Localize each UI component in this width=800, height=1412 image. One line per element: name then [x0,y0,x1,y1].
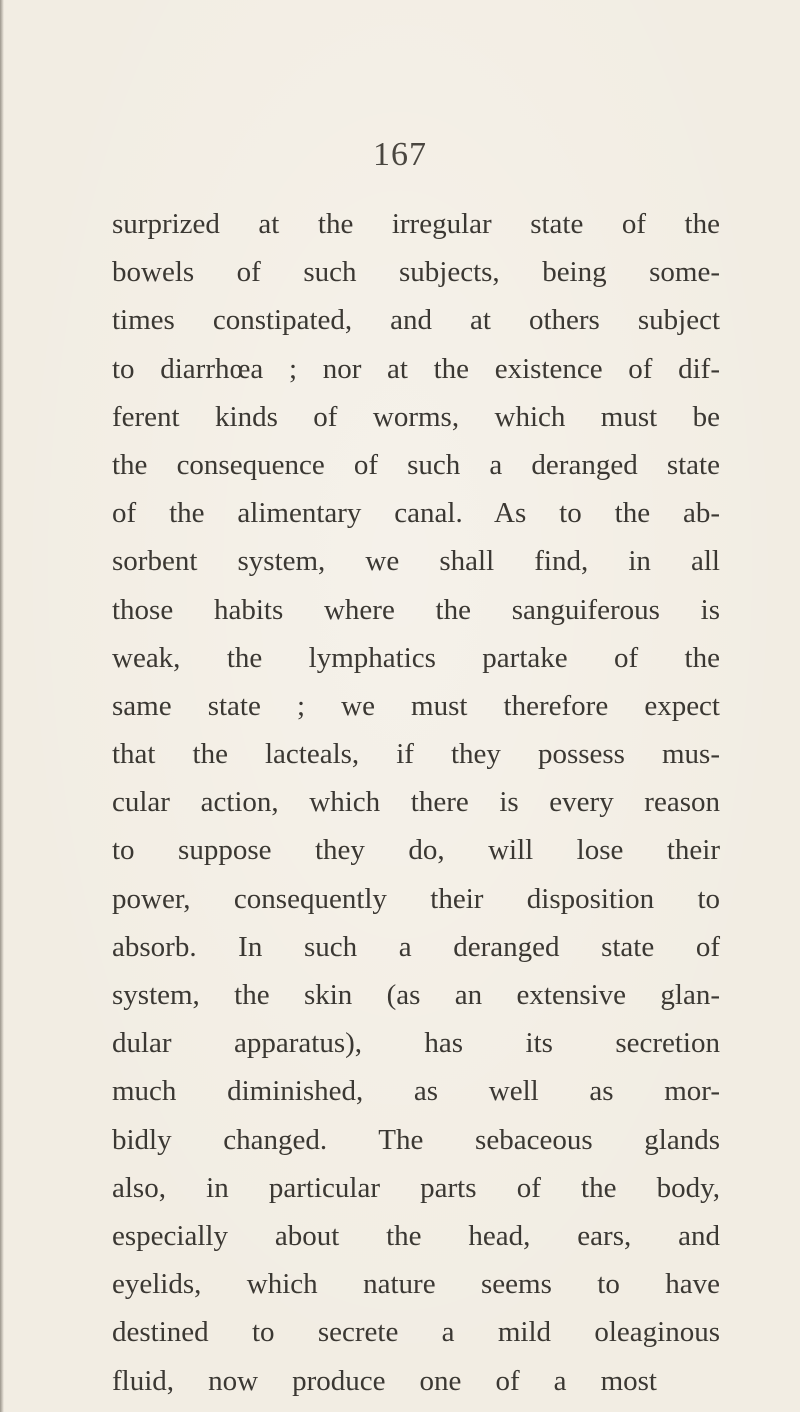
page-number: 167 [373,136,427,173]
text-line: sorbent system, we shall find, in all [112,545,720,578]
text-line: power, consequently their disposition to [112,882,720,915]
text-line: times constipated, and at others subject [112,304,720,337]
body-text [112,200,720,1405]
text-line: cular action, which there is every reason [112,786,720,819]
text-line: that the lacteals, if they possess mus- [112,738,720,771]
text-line: surprized at the irregular state of the [112,208,720,240]
text-line: system, the skin (as an extensive glan- [112,979,720,1011]
text-line: bidly changed. The sebaceous glands [112,1123,720,1156]
text-line: destined to secrete a mild oleaginous [112,1316,720,1349]
page-edge-shadow [0,0,4,1412]
text-line: to suppose they do, will lose their [112,834,720,867]
text-line: to diarrhœa ; nor at the existence of dif- [112,352,720,385]
text-line: the consequence of such a deranged state [112,448,720,481]
text-line: fluid, now produce one of a most [112,1364,657,1397]
text-line: weak, the lymphatics partake of the [112,641,720,674]
text-line: of the alimentary canal. As to the ab- [112,497,720,530]
text-line: absorb. In such a deranged state of [112,930,720,963]
text-line: those habits where the sanguiferous is [112,593,720,626]
text-line: eyelids, which nature seems to have [112,1268,720,1301]
text-line: ferent kinds of worms, which must be [112,400,720,433]
text-line: much diminished, as well as mor- [112,1075,720,1108]
text-line: dular apparatus), has its secretion [112,1027,720,1060]
text-line: especially about the head, ears, and [112,1219,720,1252]
text-line: bowels of such subjects, being some- [112,256,720,289]
text-line: also, in particular parts of the body, [112,1171,720,1204]
text-line: same state ; we must therefore expect [112,689,720,722]
